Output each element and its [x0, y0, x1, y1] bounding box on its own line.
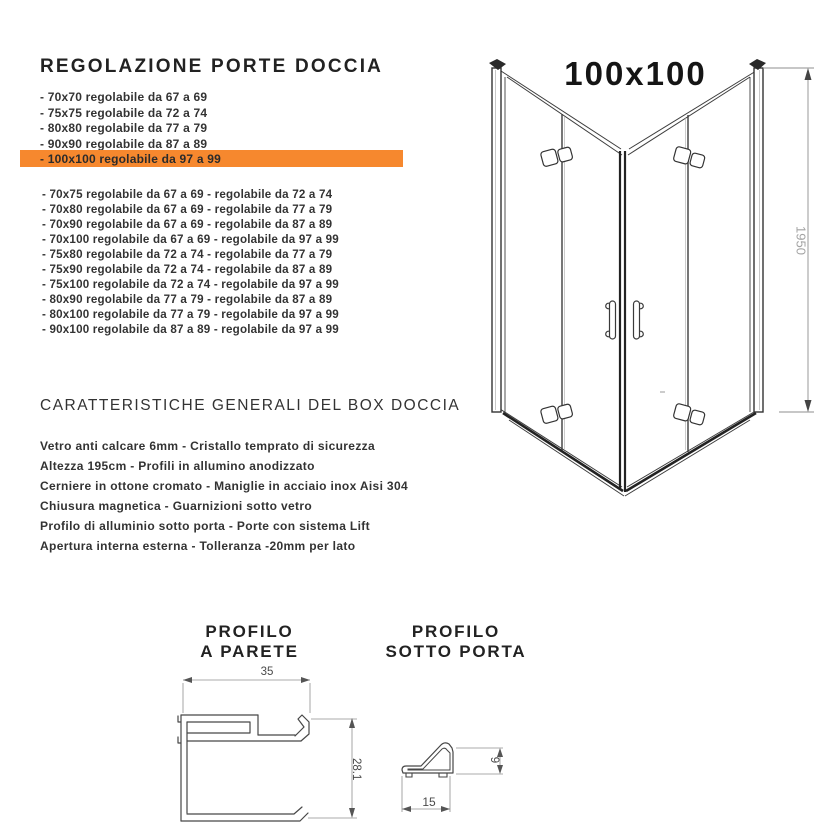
feature-line: Profilo di alluminio sotto porta - Porte con sistema Lift [40, 519, 370, 533]
feature-line: Vetro anti calcare 6mm - Cristallo temprato di sicurezza [40, 439, 376, 453]
left-wall-profile [492, 68, 501, 412]
feature-line: Apertura interna esterna - Tolleranza -20mm per lato [40, 539, 356, 553]
under-door-profile-title-line2: SOTTO PORTA [385, 642, 527, 661]
combo-size-option: - 70x75 regolabile da 67 a 69 - regolabile da 72 a 74 [42, 188, 333, 201]
size-option: - 75x75 regolabile da 72 a 74 [40, 105, 208, 120]
highlighted-size-label: - 100x100 regolabile da 97 a 99 [40, 151, 221, 166]
combo-size-option: - 75x80 regolabile da 72 a 74 - regolabile da 77 a 79 [42, 248, 333, 261]
size-option: - 80x80 regolabile da 77 a 79 [40, 121, 208, 135]
wall-profile-title-line2: A PARETE [200, 642, 299, 661]
hinges [540, 145, 706, 426]
feature-line: Altezza 195cm - Profili in allumino anodizzato [40, 459, 315, 473]
section-title-caratteristiche: CARATTERISTICHE GENERALI DEL BOX DOCCIA [40, 397, 461, 414]
under-door-profile-drawing [385, 735, 520, 830]
wall-profile-width-dim: 35 [260, 666, 274, 678]
page-title: REGOLAZIONE PORTE DOCCIA [40, 56, 384, 77]
combo-size-option: - 75x90 regolabile da 72 a 74 - regolabile da 87 a 89 [42, 263, 333, 276]
shower-box-drawing [455, 55, 835, 505]
combo-size-option: - 80x90 regolabile da 77 a 79 - regolabile da 87 a 89 [42, 293, 333, 306]
highlighted-size-option [20, 150, 403, 167]
size-option: - 70x70 regolabile da 67 a 69 [40, 90, 208, 104]
combo-size-option: - 70x80 regolabile da 67 a 69 - regolabile da 77 a 79 [42, 203, 333, 216]
under-door-profile-height-dim: 9 [488, 756, 500, 764]
wall-profile-height-dim: 28.1 [350, 758, 362, 781]
shower-size-label: 100x100 [564, 55, 707, 92]
combo-size-option: - 70x90 regolabile da 67 a 69 - regolabile da 87 a 89 [42, 218, 333, 231]
right-wall-profile [754, 68, 763, 412]
wall-profile-drawing [165, 660, 375, 835]
under-door-profile-title-line1: PROFILO [411, 622, 501, 641]
wall-profile-title-line1: PROFILO [205, 622, 294, 641]
height-dim-label: 1950 [793, 226, 809, 255]
feature-line: Cerniere in ottone cromato - Maniglie in acciaio inox Aisi 304 [40, 479, 409, 493]
combo-size-option: - 80x100 regolabile da 77 a 79 - regolabile da 97 a 99 [42, 308, 339, 321]
combo-size-option: - 90x100 regolabile da 87 a 89 - regolabile da 97 a 99 [42, 323, 339, 336]
under-door-profile-width-dim: 15 [422, 795, 436, 809]
size-option: - 90x90 regolabile da 87 a 89 [40, 136, 208, 151]
combo-size-option: - 70x100 regolabile da 67 a 69 - regolabile da 97 a 99 [42, 233, 339, 246]
combo-size-option: - 75x100 regolabile da 72 a 74 - regolabile da 97 a 99 [42, 278, 339, 291]
feature-line: Chiusura magnetica - Guarnizioni sotto vetro [40, 499, 313, 513]
